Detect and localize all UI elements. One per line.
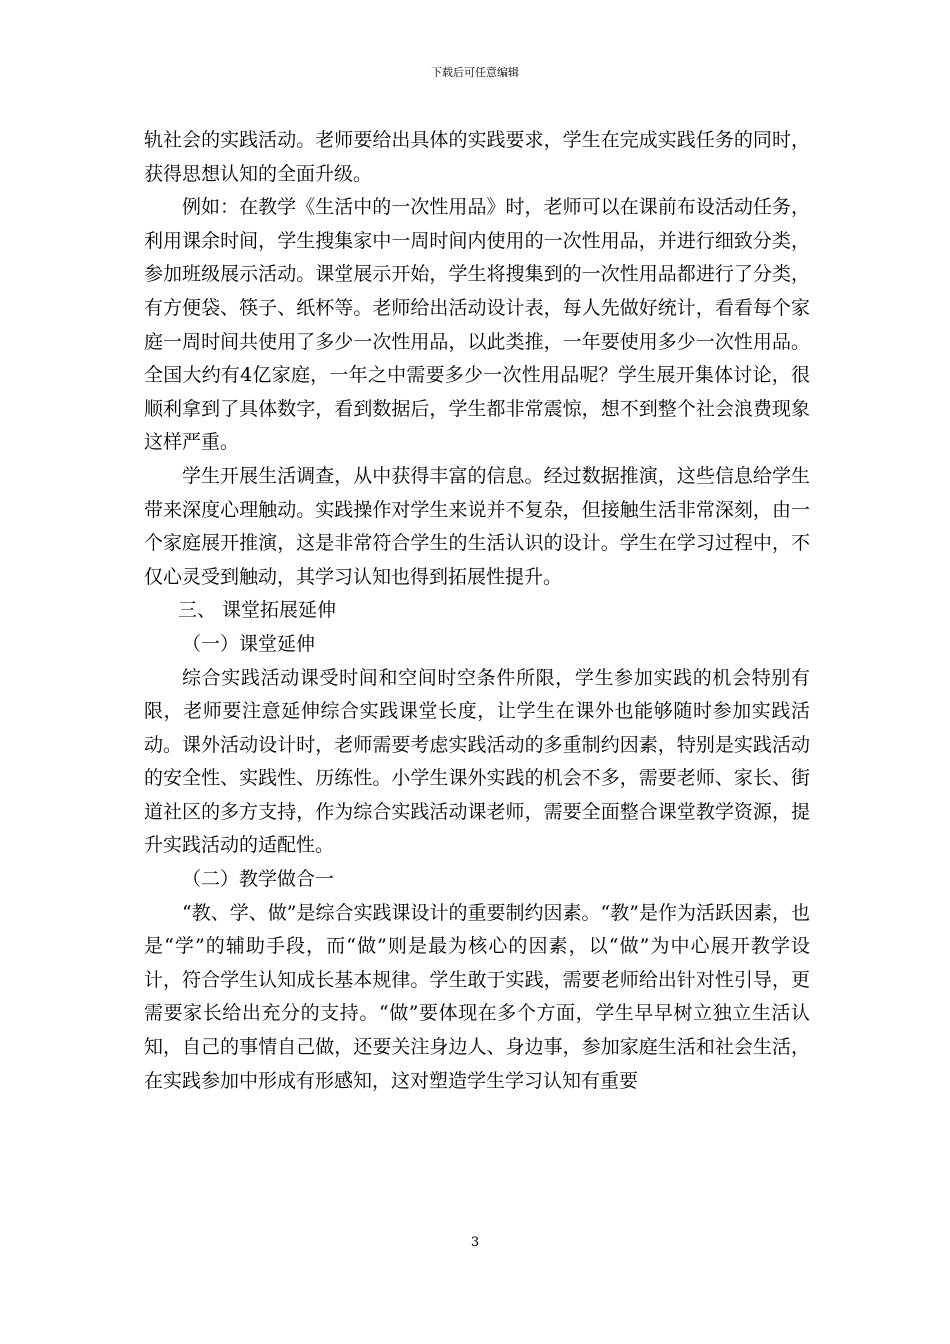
document-body (144, 124, 810, 1098)
subsection-heading-2: （二）教学做合一 (182, 868, 335, 891)
paragraph-teach-learn-do: “教、学、做”是综合实践课设计的重要制约因素。“教”是作为活跃因素，也是“学”的辅助手段，而“做”则是最为核心的因素，以“做”为中心展开教学设计，符合学生认知成长基本规律。学生敢于实践，需要老师给出针对性引导，更需要家长给出充分的支持。“做”要体现在多个方面，学生早早树立独立生活认知，自己的事情自己做，还要关注身边人、身边事，参加家庭生活和社会生活，在实践参加中形成有形感知，这对塑造学生学习认知有重要 (144, 901, 810, 1092)
paragraph-survey: 学生开展生活调查，从中获得丰富的信息。经过数据推演，这些信息给学生带来深度心理触动。实践操作对学生来说并不复杂，但接触生活非常深刻，由一个家庭展开推演，这是非常符合学生的生活认识的设计。学生在学习过程中，不仅心灵受到触动，其学习认知也得到拓展性提升。 (144, 464, 810, 588)
paragraph-extension: 综合实践活动课受时间和空间时空条件所限，学生参加实践的机会特别有限，老师要注意延伸综合实践课堂长度，让学生在课外也能够随时参加实践活动。课外活动设计时，老师需要考虑实践活动的多重制约因素，特别是实践活动的安全性、实践性、历练性。小学生课外实践的机会不多，需要老师、家长、街道社区的多方支持，作为综合实践活动课老师，需要全面整合课堂教学资源，提升实践活动的适配性。 (144, 666, 810, 857)
paragraph-example: 例如：在教学《生活中的一次性用品》时，老师可以在课前布设活动任务，利用课余时间，学生搜集家中一周时间内使用的一次性用品，并进行细致分类，参加班级展示活动。课堂展示开始，学生将搜集到的一次性用品都进行了分类，有方便袋、筷子、纸杯等。老师给出活动设计表，每人先做好统计，看看每个家庭一周时间共使用了多少一次性用品，以此类推，一年要使用多少一次性用品。全国大约有4亿家庭，一年之中需要多少一次性用品呢？学生展开集体讨论，很顺利拿到了具体数字，看到数据后，学生都非常震惊，想不到整个社会浪费现象这样严重。 (144, 196, 810, 454)
subsection-heading-1: （一）课堂延伸 (182, 632, 316, 655)
paragraph-continuation: 轨社会的实践活动。老师要给出具体的实践要求，学生在完成实践任务的同时，获得思想认知的全面升级。 (144, 129, 810, 185)
section-heading: 三、 课堂拓展延伸 (178, 599, 337, 622)
page-number: 3 (470, 1235, 480, 1250)
page-header: 下载后可任意编辑 (431, 66, 519, 79)
